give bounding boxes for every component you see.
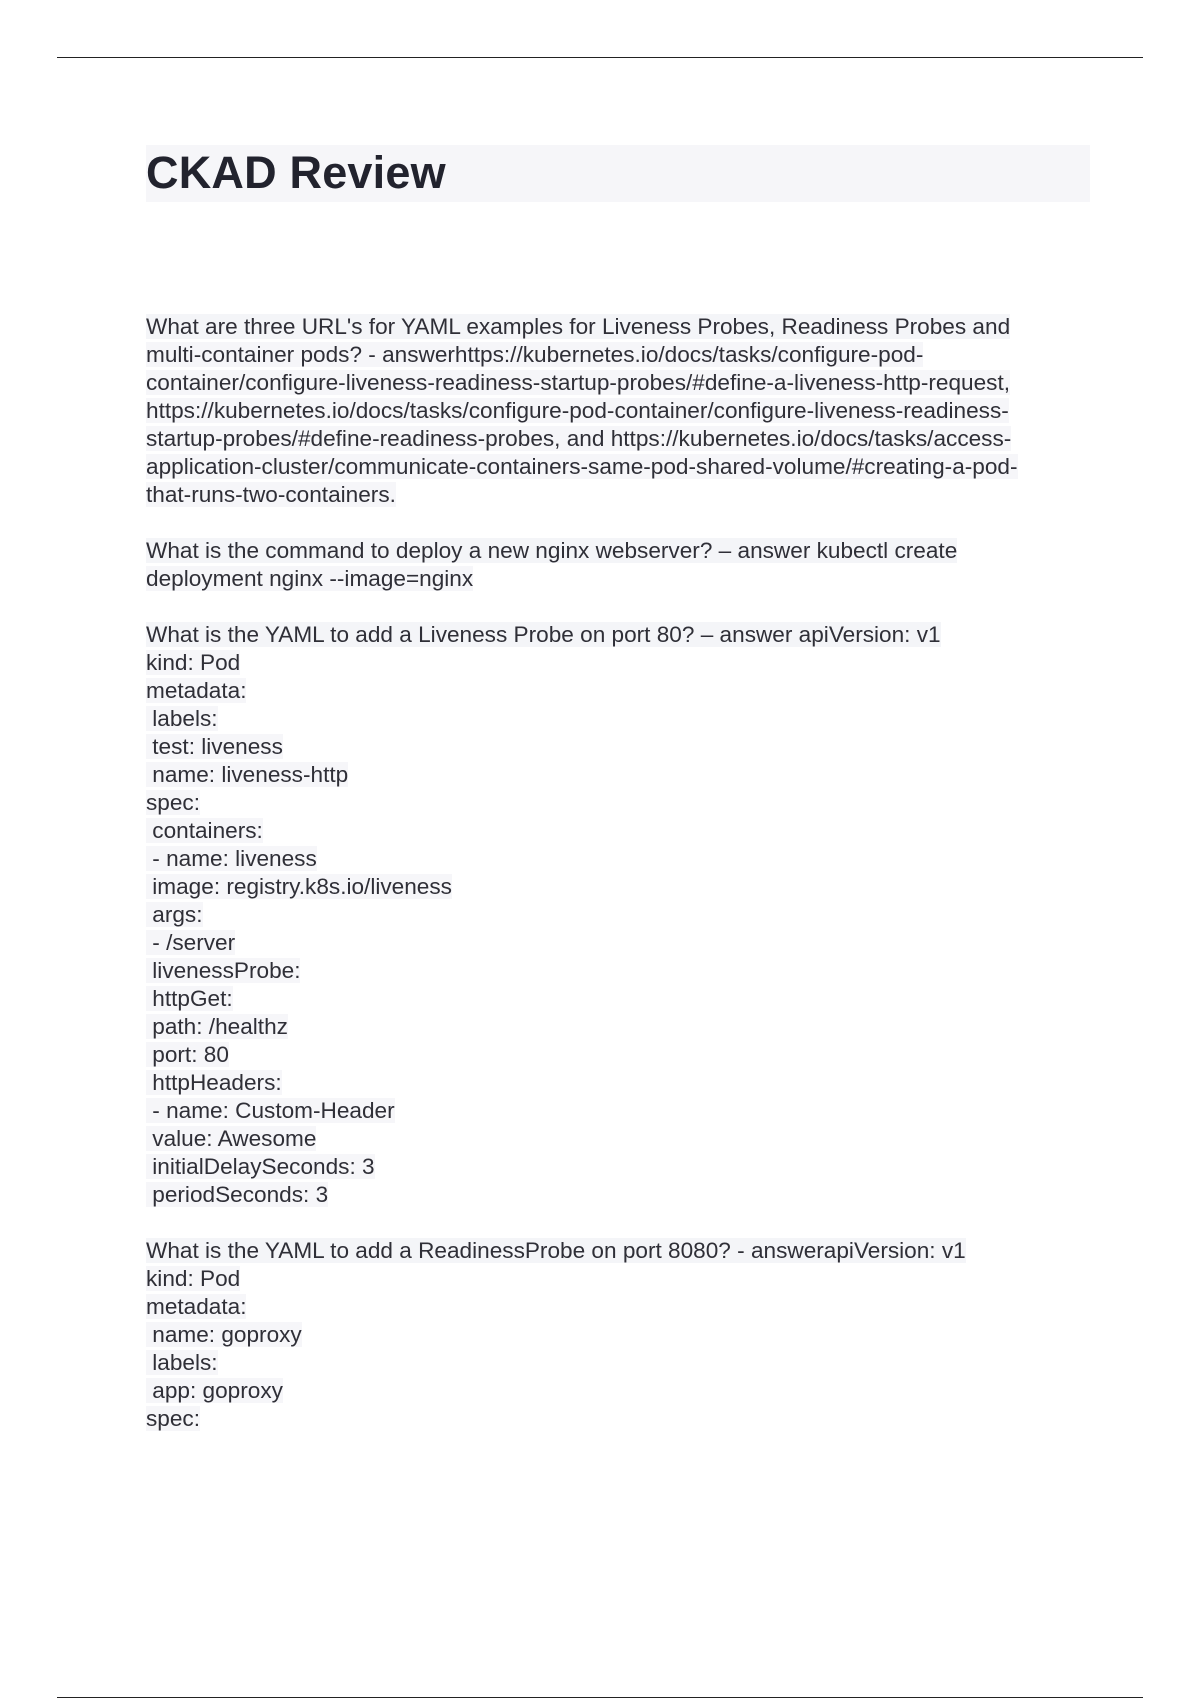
line-text: deployment nginx --image=nginx [146, 566, 474, 591]
answer-line [146, 733, 1106, 761]
question-line [146, 537, 1106, 565]
line-text: spec: [146, 1406, 201, 1431]
answer-line [146, 397, 1106, 425]
line-text: - name: Custom-Header [146, 1098, 395, 1123]
bottom-rule [57, 1697, 1143, 1698]
line-text: metadata: [146, 678, 247, 703]
line-text: httpGet: [146, 986, 233, 1011]
answer-line [146, 1013, 1106, 1041]
qa-block [146, 621, 1106, 1209]
answer-line [146, 789, 1106, 817]
line-text: containers: [146, 818, 263, 843]
answer-line [146, 369, 1106, 397]
answer-line [146, 1405, 1106, 1433]
line-text: spec: [146, 790, 201, 815]
answer-line [146, 481, 1106, 509]
answer-line [146, 677, 1106, 705]
answer-line [146, 985, 1106, 1013]
top-rule [57, 57, 1143, 58]
line-text: initialDelaySeconds: 3 [146, 1154, 375, 1179]
answer-line [146, 1097, 1106, 1125]
answer-line [146, 1125, 1106, 1153]
answer-line [146, 1377, 1106, 1405]
line-text: name: goproxy [146, 1322, 302, 1347]
qa-block [146, 1237, 1106, 1433]
answer-line [146, 929, 1106, 957]
line-text: that-runs-two-containers. [146, 482, 396, 507]
answer-line [146, 1153, 1106, 1181]
answer-line [146, 901, 1106, 929]
answer-line [146, 1069, 1106, 1097]
line-text: application-cluster/communicate-containers-same-pod-shared-volume/#creating-a-pod- [146, 454, 1018, 479]
answer-line [146, 1041, 1106, 1069]
line-text: startup-probes/#define-readiness-probes, and https://kubernetes.io/docs/tasks/access- [146, 426, 1012, 451]
line-text: test: liveness [146, 734, 283, 759]
page-title: CKAD Review [146, 147, 446, 198]
answer-line [146, 817, 1106, 845]
line-text: value: Awesome [146, 1126, 317, 1151]
answer-line [146, 845, 1106, 873]
line-text: container/configure-liveness-readiness-startup-probes/#define-a-liveness-http-request, [146, 370, 1011, 395]
line-text: app: goproxy [146, 1378, 283, 1403]
line-text: httpHeaders: [146, 1070, 282, 1095]
line-text: path: /healthz [146, 1014, 288, 1039]
line-text: metadata: [146, 1294, 247, 1319]
answer-line [146, 873, 1106, 901]
answer-line [146, 957, 1106, 985]
answer-line [146, 1181, 1106, 1209]
line-text: livenessProbe: [146, 958, 301, 983]
line-text: - /server [146, 930, 236, 955]
line-text: labels: [146, 706, 218, 731]
line-text: multi-container pods? - answerhttps://kubernetes.io/docs/tasks/configure-pod- [146, 342, 924, 367]
line-text: labels: [146, 1350, 218, 1375]
line-text: What are three URL's for YAML examples for Liveness Probes, Readiness Probes and [146, 314, 1011, 339]
line-text: What is the command to deploy a new nginx webserver? – answer kubectl create [146, 538, 958, 563]
line-text: https://kubernetes.io/docs/tasks/configure-pod-container/configure-liveness-readiness- [146, 398, 1009, 423]
document-body [146, 313, 1106, 1461]
line-text: What is the YAML to add a ReadinessProbe on port 8080? - answerapiVersion: v1 [146, 1238, 966, 1263]
line-text: kind: Pod [146, 1266, 241, 1291]
answer-line [146, 705, 1106, 733]
title-block [146, 145, 1090, 202]
answer-line [146, 453, 1106, 481]
answer-line [146, 1265, 1106, 1293]
line-text: args: [146, 902, 203, 927]
answer-line [146, 565, 1106, 593]
line-text: periodSeconds: 3 [146, 1182, 329, 1207]
qa-block [146, 537, 1106, 593]
line-text: - name: liveness [146, 846, 317, 871]
qa-block [146, 313, 1106, 509]
question-line [146, 621, 1106, 649]
answer-line [146, 761, 1106, 789]
line-text: port: 80 [146, 1042, 229, 1067]
answer-line [146, 1293, 1106, 1321]
answer-line [146, 341, 1106, 369]
answer-line [146, 1321, 1106, 1349]
line-text: What is the YAML to add a Liveness Probe on port 80? – answer apiVersion: v1 [146, 622, 941, 647]
answer-line [146, 425, 1106, 453]
line-text: image: registry.k8s.io/liveness [146, 874, 452, 899]
line-text: name: liveness-http [146, 762, 349, 787]
question-line [146, 313, 1106, 341]
question-line [146, 1237, 1106, 1265]
line-text: kind: Pod [146, 650, 241, 675]
answer-line [146, 1349, 1106, 1377]
answer-line [146, 649, 1106, 677]
